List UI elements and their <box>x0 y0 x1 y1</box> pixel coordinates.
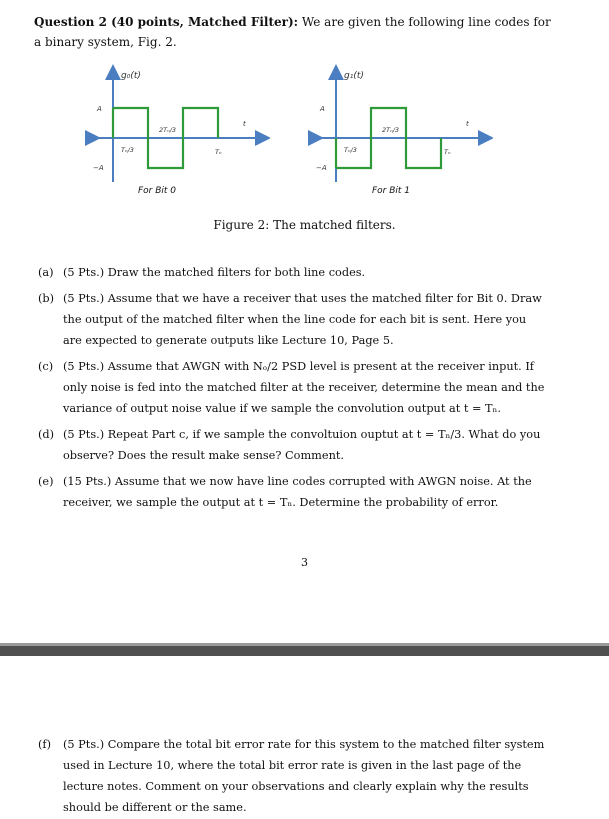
part-label: (c) <box>38 360 54 373</box>
level-minus-a: −A <box>316 164 327 172</box>
part-f <box>38 734 548 818</box>
figure-bit1-plot <box>308 62 493 197</box>
figure-bit0 <box>85 62 270 197</box>
part-text: (5 Pts.) Draw the matched filters for both line codes. <box>63 266 366 279</box>
figure-bit1 <box>308 62 493 197</box>
caption-bit1: For Bit 1 <box>372 186 411 196</box>
level-a: A <box>320 105 325 113</box>
part-label: (b) <box>38 292 55 305</box>
part-label: (d) <box>38 428 55 441</box>
part-label: (a) <box>38 266 54 279</box>
part-text: (5 Pts.) Repeat Part c, if we sample the convoltuion ouptut at t = Tₙ/3. What do you observe? Does the result make sense? Comment. <box>63 428 541 462</box>
question-title: Question 2 (40 points, Matched Filter): <box>34 15 299 29</box>
function-label: g₁(t) <box>344 71 364 81</box>
tick-label: Tₙ <box>215 148 222 156</box>
page-number: 3 <box>301 556 308 569</box>
level-minus-a: −A <box>93 164 104 172</box>
part-text: (15 Pts.) Assume that we now have line codes corrupted with AWGN noise. At the receiver, we sample the output at t = Tₙ. Determine the probability of error. <box>63 475 532 509</box>
axis-label-t: t <box>243 120 246 128</box>
figure-bit0-plot <box>85 62 270 197</box>
tick-label: Tₙ <box>444 148 451 156</box>
question-header <box>34 12 554 52</box>
tick-label: Tₙ/3 <box>344 146 357 154</box>
part-c <box>38 356 548 419</box>
part-text: (5 Pts.) Assume that AWGN with Nₒ/2 PSD level is present at the receiver input. If only noise is fed into the matched filter at the receiver, determine the mean and the variance of output noise value if we sample the convolution output at t = Tₙ. <box>63 360 545 415</box>
part-d <box>38 424 548 466</box>
part-a <box>38 262 548 283</box>
page-divider <box>0 643 609 656</box>
level-a: A <box>97 105 102 113</box>
part-b <box>38 288 548 351</box>
tick-label: Tₙ/3 <box>121 146 134 154</box>
part-text: (5 Pts.) Assume that we have a receiver that uses the matched filter for Bit 0. Draw the output of the matched filter when the line code for each bit is sent. Here you are expected to generate outputs like Lecture 10, Page 5. <box>63 292 542 347</box>
question-parts <box>38 262 548 518</box>
axis-label-t: t <box>466 120 469 128</box>
figure-caption: Figure 2: The matched filters. <box>213 218 396 232</box>
part-text: (5 Pts.) Compare the total bit error rate for this system to the matched filter system used in Lecture 10, where the total bit error rate is given in the last page of the lecture notes. Comment on your observations and clearly explain why the results should be different or the same. <box>63 738 545 814</box>
caption-bit0: For Bit 0 <box>138 186 177 196</box>
part-e <box>38 471 548 513</box>
question-intro: We are given the following line codes for a binary system, Fig. 2. <box>34 15 551 49</box>
tick-label: 2Tₙ/3 <box>382 126 400 134</box>
part-label: (e) <box>38 475 54 488</box>
function-label: g₀(t) <box>121 71 141 81</box>
part-label: (f) <box>38 738 51 751</box>
tick-label: 2Tₙ/3 <box>159 126 177 134</box>
